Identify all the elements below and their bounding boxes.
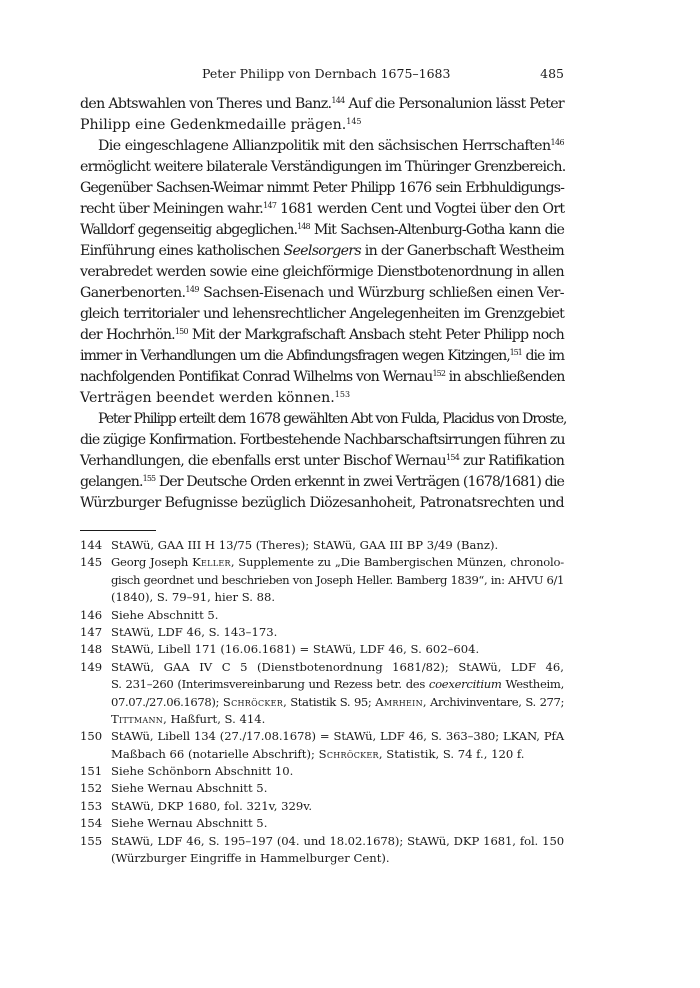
text-line: gleich territorialer und lehensrechtlicher Angelegenheiten im Grenzgebiet: [80, 306, 564, 322]
text-line: Walldorf gegenseitig abgeglichen.$^{148}$ Mit Sachsen-Altenburg-Gotha kann die: [80, 222, 564, 238]
footnote-ref: 155: [142, 474, 156, 483]
footnote-ref: 150: [174, 327, 188, 336]
footnote-ref: 145: [346, 117, 362, 126]
text-line: ermöglicht weitere bilaterale Verständigungen im Thüringer Grenzbereich.: [80, 159, 566, 175]
footnote: 148 StAWü, Libell 171 (16.06.1681) = StAWü, LDF 46, S. 602–604.: [80, 641, 564, 658]
footnote: 149 StAWü, GAA IV C 5 (Dienstbotenordnung 1681/82); StAWü, LDF 46, S. 231–260 (Interimsvereinbarung und Rezess betr. des coexercitium Westheim, 07.07./27.06.1678); Schröcker, Statistik S. 95; Amrhein, Archivinventare, S. 277; Tittmann, Haßfurt, S. 414.: [80, 659, 564, 726]
text-line: den Abtswahlen von Theres und Banz.$^{144}$ Auf die Personalunion lässt Peter: [80, 96, 564, 112]
footnote-number: 152: [80, 781, 103, 796]
running-head-title: Peter Philipp von Dernbach 1675–1683: [202, 66, 451, 81]
text-line: immer in Verhandlungen um die Abfindungsfragen wegen Kitzingen,$^{151}$ die im: [80, 348, 565, 364]
text-line: der Hochrhön.$^{150}$ Mit der Markgrafschaft Ansbach steht Peter Philipp noch: [80, 327, 564, 343]
author-name: Amrhein: [375, 694, 423, 709]
footnote-ref: 149: [185, 285, 199, 294]
footnote-separator: [80, 530, 156, 531]
footnote: 144 StAWü, GAA III H 13/75 (Theres); StAWü, GAA III BP 3/49 (Banz).: [80, 537, 564, 554]
footnote: 146 Siehe Abschnitt 5.: [80, 607, 564, 624]
text-line: recht über Meiningen wahr.$^{147}$ 1681 werden Cent und Vogtei über den Ort: [80, 201, 565, 217]
text-line: Gegenüber Sachsen-Weimar nimmt Peter Philipp 1676 sein Erbhuldigungs-: [80, 180, 564, 196]
footnote-ref: 152: [432, 369, 446, 378]
footnote-number: 146: [80, 607, 103, 622]
footnote-number: 148: [80, 642, 103, 657]
footnote-ref: 144: [331, 96, 345, 105]
footnote-ref: 153: [334, 390, 351, 399]
text-line: Würzburger Befugnisse bezüglich Diözesanhoheit, Patronatsrechten und: [80, 495, 564, 511]
author-name: Keller: [192, 555, 231, 570]
text-line: Die eingeschlagene Allianzpolitik mit den sächsischen Herrschaften$^{146}$: [98, 138, 564, 154]
italic-term: Seelsorgers: [283, 243, 361, 259]
text-line: gelangen.$^{155}$ Der Deutsche Orden erkennt in zwei Verträgen (1678/1681) die: [80, 474, 564, 490]
text-line: Peter Philipp erteilt dem 1678 gewählten Abt von Fulda, Placidus von Droste,: [98, 411, 567, 427]
text-line: Einführung eines katholischen Seelsorgers in der Ganerbschaft Westheim: [80, 243, 564, 259]
body-text: [80, 94, 567, 514]
footnote-number: 145: [80, 555, 103, 570]
footnote-ref: 151: [509, 348, 522, 357]
footnote-number: 154: [80, 816, 103, 831]
footnote-ref: 146: [550, 138, 564, 147]
footnote-ref: 147: [263, 201, 277, 210]
footnote: 145 Georg Joseph Keller, Supplemente zu „Die Bambergischen Münzen, chronolo- gisch geordnet und beschrieben von Joseph Heller. Bamberg 1839“, in: AHVU 6/1 (1840), S. 79–91, hier S. 88.: [80, 555, 564, 605]
footnote-number: 149: [80, 659, 103, 674]
text-line: Verhandlungen, die ebenfalls erst unter Bischof Wernau$^{154}$ zur Ratifikation: [80, 453, 565, 469]
footnote-ref: 148: [297, 222, 310, 231]
footnote-ref: 154: [446, 453, 460, 462]
author-name: Tittmann: [111, 711, 164, 726]
text-line: verabredet werden sowie eine gleichförmige Dienstbotenordnung in allen: [80, 264, 564, 280]
text-line: Verträgen beendet werden können.$^{153}$: [80, 390, 351, 406]
footnote: 152 Siehe Wernau Abschnitt 5.: [80, 780, 564, 797]
text-line: die zügige Konfirmation. Fortbestehende Nachbarschaftsirrungen führen zu: [80, 432, 565, 448]
text-line: Ganerbenorten.$^{149}$ Sachsen-Eisenach und Würzburg schließen einen Ver-: [80, 285, 564, 301]
footnote: 155 StAWü, LDF 46, S. 195–197 (04. und 18.02.1678); StAWü, DKP 1681, fol. 150 (Würzburger Eingriffe in Hammelburger Cent).: [80, 833, 564, 866]
footnote: 154 Siehe Wernau Abschnitt 5.: [80, 815, 564, 832]
page-number: 485: [540, 66, 564, 81]
footnote: 153 StAWü, DKP 1680, fol. 321v, 329v.: [80, 798, 564, 815]
footnote-number: 150: [80, 729, 103, 744]
text-line: nachfolgenden Pontifikat Conrad Wilhelms von Wernau$^{152}$ in abschließenden: [80, 369, 565, 385]
footnote-number: 144: [80, 538, 103, 552]
footnote: 150 StAWü, Libell 134 (27./17.08.1678) = StAWü, LDF 46, S. 363–380; LKAN, PfA Maßbach 66 (notarielle Abschrift); Schröcker, Statistik, S. 74 f., 120 f.: [80, 729, 564, 761]
author-name: Schröcker: [318, 746, 379, 761]
footnote-number: 151: [80, 764, 103, 779]
footnotes: [80, 537, 564, 867]
footnote: 147 StAWü, LDF 46, S. 143–173.: [80, 624, 564, 641]
footnote: 151 Siehe Schönborn Abschnitt 10.: [80, 763, 564, 780]
running-head: [80, 66, 564, 86]
author-name: Schröcker: [222, 694, 284, 709]
footnote-number: 153: [80, 798, 103, 813]
footnote-number: 155: [80, 833, 103, 848]
footnote-number: 147: [80, 624, 103, 639]
italic-term: coexercitium: [428, 677, 502, 692]
text-line: Philipp eine Gedenkmedaille prägen.$^{145}$: [80, 117, 362, 133]
